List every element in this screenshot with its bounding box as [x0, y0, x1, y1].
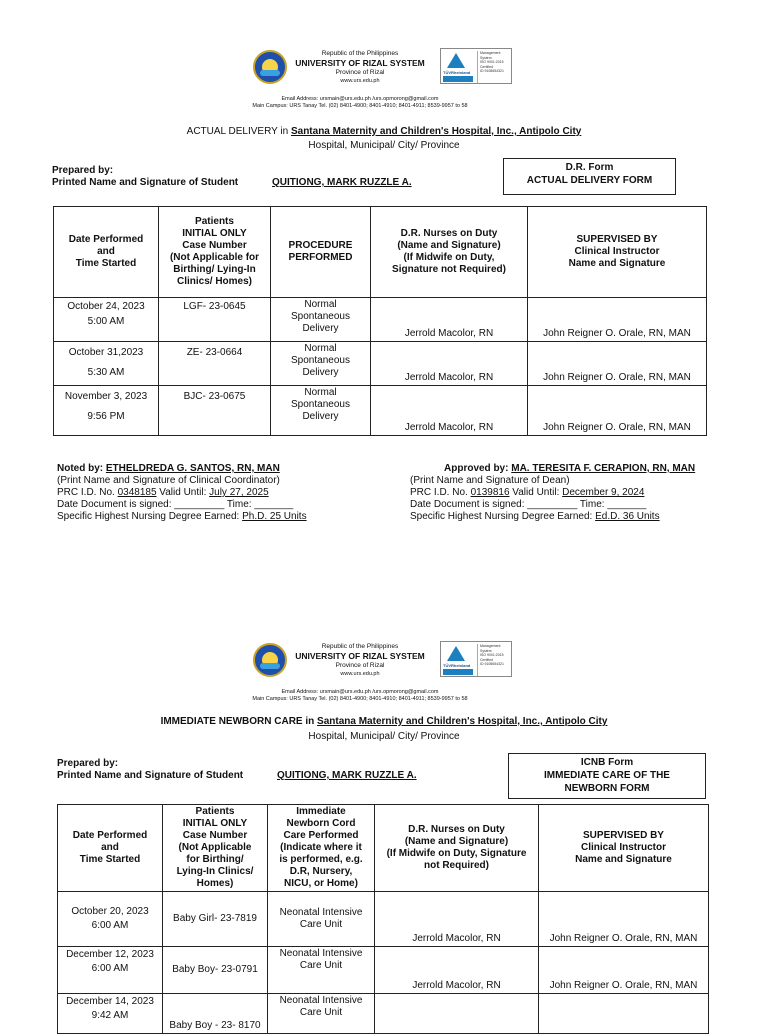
approved-by-block: Approved by: MA. TERESITA F. CERAPION, RN, MAN (Print Name and Signature of Dean) PRC I.D. No. 0139816 Valid Until: December 9, 2024 Date Document is signed: _________ Time: _______ Specific Highest Nursing Degree Earned: Ed.D. 36 Units	[410, 463, 696, 522]
prepared-student-label: Printed Name and Signature of Student	[57, 770, 244, 781]
iso-certification-logo: TÜVRheinland Management System ISO 9001:2015 Certified ID 9108654321	[440, 641, 512, 677]
prepared-by-label: Prepared by:	[57, 758, 119, 769]
table-row: October 20, 2023 6:00 AM Baby Girl- 23-7819 Neonatal Intensive Care Unit Jerrold Macolor, RN John Reigner O. Orale, RN, MAN	[58, 892, 709, 947]
approved-by-name: MA. TERESITA F. CERAPION, RN, MAN	[511, 463, 696, 474]
col-nurse: D.R. Nurses on Duty (Name and Signature) (If Midwife on Duty, Signature not Required)	[371, 207, 528, 298]
website-text: www.urs.edu.ph	[340, 671, 380, 677]
province-text: Province of Rizal	[335, 69, 385, 76]
campus-text: Main Campus: URS Tanay Tel. (02) 8401-4900; 8401-4910; 8401-4911; 8539-9957 to 58	[252, 696, 468, 702]
col-case: Patients INITIAL ONLY Case Number (Not Applicable for Birthing/ Lying-In Clinics/ Homes)	[159, 207, 271, 298]
table-header-row	[58, 805, 709, 892]
col-nurse: D.R. Nurses on Duty (Name and Signature) (If Midwife on Duty, Signature not Required)	[375, 805, 539, 892]
prepared-by-label: Prepared by:	[52, 165, 114, 176]
university-name: UNIVERSITY OF RIZAL SYSTEM	[295, 58, 425, 68]
section2-title: IMMEDIATE NEWBORN CARE in Santana Maternity and Children's Hospital, Inc., Antipolo City	[160, 716, 608, 727]
form-name: ACTUAL DELIVERY FORM	[526, 175, 653, 186]
dr-form-box	[503, 158, 676, 195]
republic-text: Republic of the Philippines	[321, 643, 399, 650]
noted-by-name: ETHELDREDA G. SANTOS, RN, MAN	[105, 463, 280, 474]
student-name: QUITIONG, MARK RUZZLE A.	[277, 770, 417, 781]
university-name: UNIVERSITY OF RIZAL SYSTEM	[295, 651, 425, 661]
newborn-care-table	[57, 804, 709, 1034]
table-row: December 14, 2023 9:42 AM Baby Boy - 23- 8170 Neonatal Intensive Care Unit	[58, 994, 709, 1034]
col-cord-care: Immediate Newborn Cord Care Performed (Indicate where it is performed, e.g. D.R, Nursery, NICU, or Home)	[268, 805, 375, 892]
section1-title: ACTUAL DELIVERY in Santana Maternity and Children's Hospital, Inc., Antipolo City	[186, 126, 582, 137]
iso-certification-logo: TÜVRheinland Management System ISO 9001:2015 Certified ID 9108654321	[440, 48, 512, 84]
website-text: www.urs.edu.ph	[340, 78, 380, 84]
table-row: October 31,2023 5:30 AM ZE- 23-0664 Normal Spontaneous Delivery Jerrold Macolor, RN John Reigner O. Orale, RN, MAN	[54, 342, 707, 386]
email-text: Email Address: ursmain@urs.edu.ph /urs.opmorong@gmail.com	[281, 96, 439, 102]
section2-hospital-sub: Hospital, Municipal/ City/ Province	[308, 731, 460, 742]
col-supervisor: SUPERVISED BY Clinical Instructor Name and Signature	[528, 207, 707, 298]
student-name: QUITIONG, MARK RUZZLE A.	[272, 177, 412, 188]
form-name: IMMEDIATE CARE OF THE NEWBORN FORM	[544, 770, 670, 794]
form-code: D.R. Form	[565, 162, 614, 173]
republic-text: Republic of the Philippines	[321, 50, 399, 57]
col-case: Patients INITIAL ONLY Case Number (Not Applicable for Birthing/ Lying-In Clinics/ Homes)	[163, 805, 268, 892]
col-date: Date Performed and Time Started	[58, 805, 163, 892]
col-supervisor: SUPERVISED BY Clinical Instructor Name and Signature	[539, 805, 709, 892]
campus-text: Main Campus: URS Tanay Tel. (02) 8401-4900; 8401-4910; 8401-4911; 8539-9957 to 58	[252, 103, 468, 109]
col-procedure: PROCEDURE PERFORMED	[271, 207, 371, 298]
email-text: Email Address: ursmain@urs.edu.ph /urs.opmorong@gmail.com	[281, 689, 439, 695]
section1-hospital-sub: Hospital, Municipal/ City/ Province	[308, 140, 460, 151]
province-text: Province of Rizal	[335, 662, 385, 669]
prepared-student-label: Printed Name and Signature of Student	[52, 177, 239, 188]
actual-delivery-table	[53, 206, 707, 436]
icnb-form-box	[508, 753, 706, 799]
table-header-row	[54, 207, 707, 298]
col-date: Date Performed and Time Started	[54, 207, 159, 298]
table-row: October 24, 2023 5:00 AM LGF- 23-0645 Normal Spontaneous Delivery Jerrold Macolor, RN John Reigner O. Orale, RN, MAN	[54, 298, 707, 342]
table-row: December 12, 2023 6:00 AM Baby Boy- 23-0791 Neonatal Intensive Care Unit Jerrold Macolor, RN John Reigner O. Orale, RN, MAN	[58, 947, 709, 994]
table-row: November 3, 2023 9:56 PM BJC- 23-0675 Normal Spontaneous Delivery Jerrold Macolor, RN John Reigner O. Orale, RN, MAN	[54, 386, 707, 436]
noted-by-block: Noted by: ETHELDREDA G. SANTOS, RN, MAN (Print Name and Signature of Clinical Coordinator) PRC I.D. No. 0348185 Valid Until: July 27, 2025 Date Document is signed: _________ Time: _______ Specific Highest Nursing Degree Earned: Ph.D. 25 Units	[57, 463, 307, 522]
form-code: ICNB Form	[580, 757, 634, 768]
